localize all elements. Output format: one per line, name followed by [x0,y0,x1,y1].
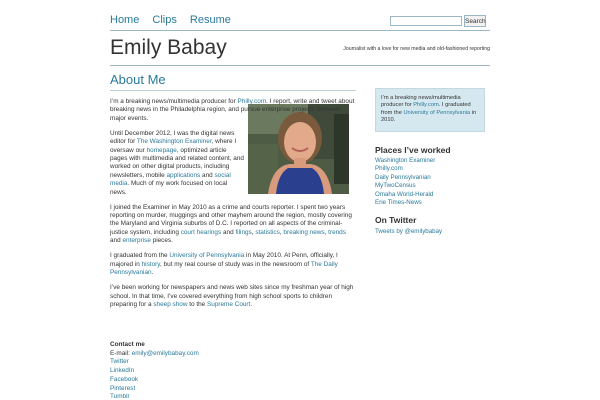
statistics-link[interactable]: statistics [255,228,280,236]
about-paragraph [110,252,356,277]
email-label: E-mail: [110,349,132,357]
page-title: About Me [110,72,166,87]
text: , where I oversaw our [110,138,237,154]
about-paragraph [110,130,244,197]
header-divider [110,65,490,66]
sheep-show-link[interactable]: sheep show [153,300,188,308]
twitter-heading: On Twitter [375,215,417,225]
upenn-link[interactable]: University of Pennsylvania [169,252,245,260]
text: and [200,171,215,179]
text: and [110,237,123,245]
social-media-link[interactable]: social media [110,171,231,188]
text: . I report, write and tweet about breaking news in the Philadelphia region, and pursue enterprise projects between major events. [110,98,355,122]
filings-link[interactable]: filings [235,228,252,236]
bio-upenn-link[interactable]: University of Pennsylvania [403,109,471,116]
nav-divider [110,30,490,31]
text: I’m a breaking news/multimedia producer for [110,98,238,105]
site-title[interactable]: Emily Babay [110,36,227,59]
places-item[interactable]: MyTwoCensus [375,182,416,190]
text: . [250,300,253,308]
about-content [110,98,356,316]
facebook-link[interactable]: Facebook [110,375,139,383]
sidebar-bio [375,88,485,132]
nav-clips[interactable]: Clips [152,14,177,26]
text: , optimized article pages with multimedia and related content, and worked on other digital products, including newsletters, mobile [110,146,244,179]
about-paragraph [110,98,356,123]
text: , [251,228,256,236]
text: in May 2010. At Penn, officially, I majored in [110,252,338,268]
court-hearings-link[interactable]: court hearings [180,228,222,236]
text: I graduated from the [110,252,170,260]
tumblr-link[interactable]: Tumblr [110,393,130,400]
text: , [279,228,284,236]
twitter-widget [375,228,442,236]
places-item[interactable]: Daily Pennsylvanian [375,173,431,181]
trends-link[interactable]: trends [328,228,346,236]
breaking-news-link[interactable]: breaking news [283,228,325,236]
text: to the [187,300,207,308]
top-nav [110,12,490,30]
linkedin-link[interactable]: LinkedIn [110,367,135,375]
text: , [324,228,329,236]
examiner-link[interactable]: The Washington Examiner [136,138,212,146]
nav-resume[interactable]: Resume [189,14,231,26]
places-list [375,157,435,207]
nav-home[interactable]: Home [110,14,140,26]
text: I’m a breaking news/multimedia producer for [381,95,461,109]
email-link[interactable]: emily@emilybabay.com [131,349,199,357]
homepage-link[interactable]: homepage [146,146,177,154]
pinterest-link[interactable]: Pinterest [110,384,136,392]
philly-link[interactable]: Philly.com [237,98,267,105]
text: . [151,269,154,277]
places-heading: Places I’ve worked [375,145,451,155]
twitter-link[interactable]: Twitter [110,358,129,366]
text: . I graduated from the [381,102,471,116]
history-link[interactable]: history [141,260,160,268]
places-item[interactable]: Erie Times-News [375,199,422,207]
text: Until December 2012, I was the digital news editor for [110,129,235,146]
tweets-link[interactable]: Tweets by @emilybabay [375,228,443,235]
bio-philly-link[interactable]: Philly.com [413,102,439,109]
search-input[interactable] [390,16,462,26]
about-paragraph [110,204,356,246]
places-item[interactable]: Omaha World-Herald [375,190,434,198]
contact-section [110,341,350,400]
text: I’ve been working for newspapers and news web sites since my freshman year of high school. In that time, I’ve covered everything from high school sports to children preparing for a [110,284,354,308]
places-item[interactable]: Philly.com [375,165,403,173]
title-divider [110,90,356,91]
text: I joined the Examiner in May 2010 as a crime and courts reporter. I spent two years reporting on murder, muggings and other mayhem around the region, mostly covering the Maryland and Virginia suburbs of D.C. I reported on all aspects of the criminal-justice system, including [110,203,352,236]
contact-heading: Contact me [110,341,145,348]
daily-pennsylvanian-link[interactable]: The Daily Pennsylvanian [110,260,338,277]
text: pieces. [150,237,173,245]
enterprise-link[interactable]: enterprise [122,237,151,245]
supreme-court-link[interactable]: Supreme Court [207,300,251,308]
text: and [221,228,236,236]
nav-links [110,14,241,26]
text: . Much of my work focused on local news. [110,180,228,196]
text: in 2010. [381,109,477,124]
email-line [110,350,350,359]
about-paragraph [110,284,356,309]
applications-link[interactable]: applications [166,171,201,179]
text: , but my real course of study was in the newsroom of [159,260,311,268]
site-tagline: Journalist with a love for new media and old-fashioned reporting [343,46,490,52]
places-item[interactable]: Washington Examiner [375,157,436,164]
search-button[interactable]: Search [464,15,486,27]
